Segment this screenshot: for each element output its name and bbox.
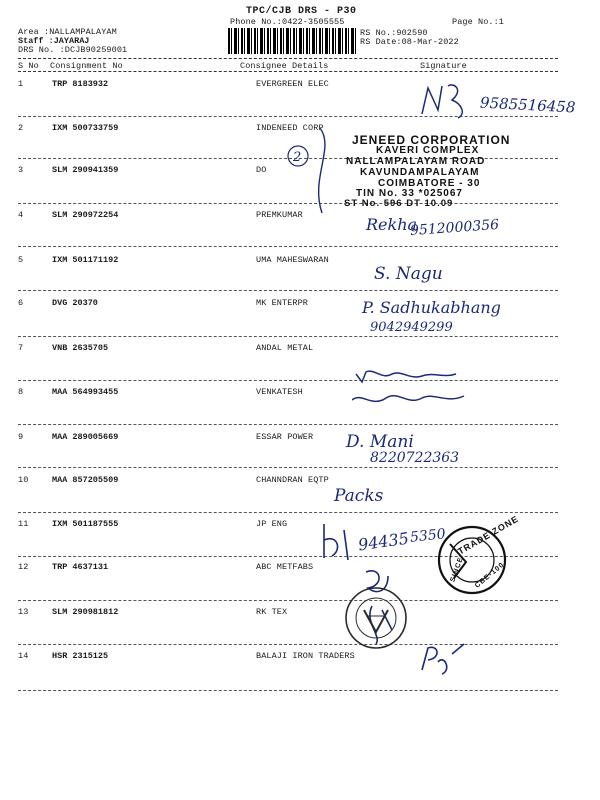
row-consignee: CHANNDRAN EQTP [256,475,329,485]
row-consignment: IXM 500733759 [52,123,119,133]
row-consignment: SLM 290941359 [52,165,119,175]
row-divider [18,644,558,645]
row-sno: 6 [18,298,24,308]
handwritten-signature: P. Sadhukabhang [362,298,501,317]
handwritten-signature: 9585516458 [479,93,576,117]
row-sno: 3 [18,165,24,175]
row-sno: 8 [18,387,24,397]
row-divider [18,690,558,691]
row-sno: 12 [18,562,29,572]
row-consignee: INDENEED CORP [256,123,324,133]
row-divider [18,600,558,601]
row-divider [18,246,558,247]
row-consignee: ANDAL METAL [256,343,314,353]
row-sno: 10 [18,475,29,485]
handwritten-signature: 94435 [356,528,410,555]
row-divider [18,336,558,337]
row-consignee: ABC METFABS [256,562,314,572]
row-consignment: SLM 290972254 [52,210,119,220]
row-consignment: TRP 8183932 [52,79,109,89]
stamp-line: COIMBATORE - 30 [378,178,481,189]
row-divider [18,380,558,381]
row-sno: 13 [18,607,29,617]
signature-mark [318,520,362,564]
trade-zone-stamp-text: TRADE ZONE [456,513,521,557]
row-sno: 14 [18,651,29,661]
row-consignment: MAA 289005669 [52,432,119,442]
stamp-line: ST No. 596 DT 10.09 [344,198,454,209]
handwritten-signature: Packs [334,486,384,506]
row-consignment: SLM 290981812 [52,607,119,617]
column-header-consignee: Consignee Details [240,61,329,71]
drs-number: DRS No. :DCJB90259001 [18,45,128,55]
row-consignment: HSR 2315125 [52,651,109,661]
row-divider [18,290,558,291]
handwritten-signature: 8220722363 [370,450,460,466]
page-title: TPC/CJB DRS - P30 [246,6,357,17]
signature-mark [418,640,468,680]
row-consignee: MK ENTERPR [256,298,309,308]
column-header-signature: Signature [420,61,467,71]
row-consignee: PREMKUMAR [256,210,303,220]
row-consignee: JP ENG [256,519,288,529]
round-seal-stamp [344,586,408,650]
row-consignment: MAA 857205509 [52,475,119,485]
signature-mark [418,80,488,120]
staff-label: Staff :JAYARAJ [18,36,90,46]
row-sno: 1 [18,79,24,89]
handwritten-scribble [280,118,340,218]
rs-date: RS Date:08-Mar-2022 [360,37,459,47]
trade-zone-stamp-text: SINCE [449,555,466,584]
row-consignment: MAA 564993455 [52,387,119,397]
row-consignee: BALAJI IRON TRADERS [256,651,355,661]
stamp-line: KAVERI COMPLEX [376,145,480,156]
row-sno: 2 [18,123,24,133]
handwritten-signature: S. Nagu [374,264,443,284]
row-consignment: VNB 2635705 [52,343,109,353]
row-divider [18,424,558,425]
divider [18,58,558,59]
page-number: Page No.:1 [452,17,505,27]
rs-number: RS No.:902590 [360,28,428,38]
stamp-line: JENEED CORPORATION [352,133,511,147]
signature-mark [352,364,472,410]
row-consignee: UMA MAHESWARAN [256,255,329,265]
row-consignee: VENKATESH [256,387,303,397]
row-consignment: IXM 501187555 [52,519,119,529]
row-consignee: ESSAR POWER [256,432,314,442]
barcode [228,28,356,54]
divider [18,71,558,72]
column-header-sno: S No [18,61,39,71]
row-sno: 9 [18,432,24,442]
handwritten-signature: 9512000356 [409,216,500,240]
row-sno: 11 [18,519,29,529]
row-sno: 4 [18,210,24,220]
handwritten-signature: 9042949299 [370,320,453,335]
row-consignee: RK TEX [256,607,288,617]
row-sno: 7 [18,343,24,353]
row-divider [18,512,558,513]
row-consignment: IXM 501171192 [52,255,119,265]
row-consignee: EVERGREEN ELEC [256,79,329,89]
trade-zone-stamp-text: CBE-100 [473,561,506,590]
row-sno: 5 [18,255,24,265]
row-consignment: TRP 4637131 [52,562,109,572]
row-consignment: DVG 20370 [52,298,98,308]
handwritten-signature: Rekha [366,215,418,234]
area-label: Area :NALLAMPALAYAM [18,27,117,37]
handwritten-signature: D. Mani [346,432,414,452]
column-header-consignment: Consignment No [50,61,123,71]
handwritten-signature: 5350 [409,526,447,546]
phone-number: Phone No.:0422-3505555 [230,17,345,27]
row-consignee: DO [256,165,267,175]
stamp-line: KAVUNDAMPALAYAM [360,167,480,178]
stamp-line: TIN No. 33 *025067 [356,188,463,199]
stamp-line: NALLAMPALAYAM ROAD [346,156,486,167]
svg-text:2: 2 [293,150,302,165]
row-divider [18,467,558,468]
